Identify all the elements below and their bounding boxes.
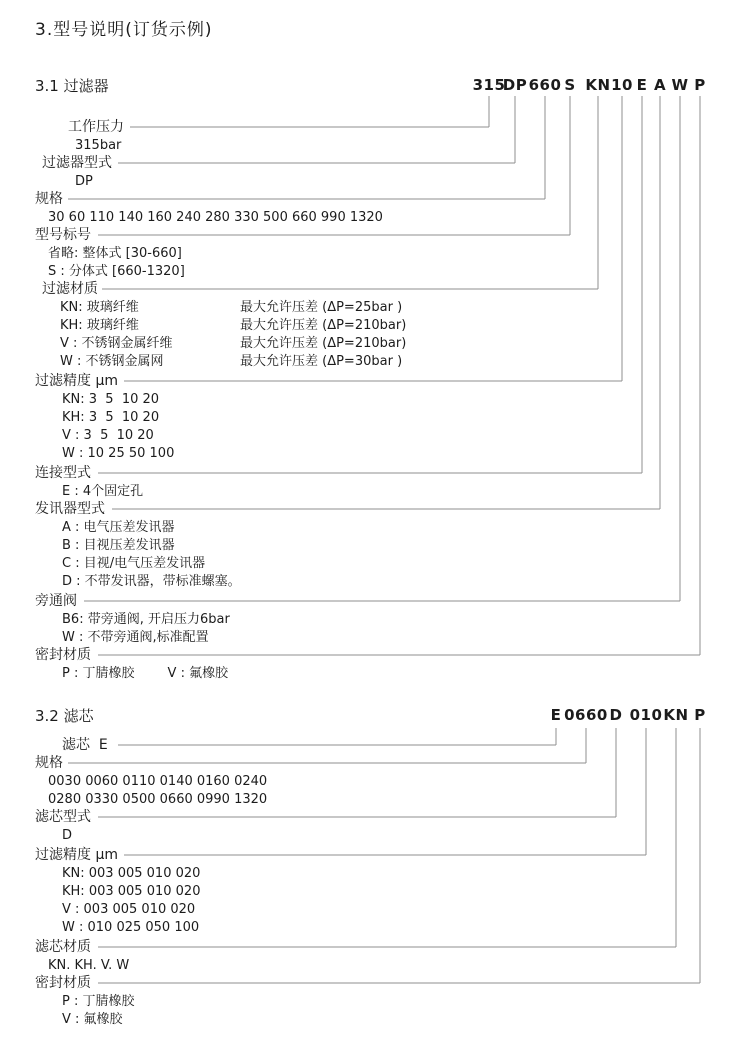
model-code-segment: DP [502, 76, 528, 94]
model-code-segment: KN [585, 76, 611, 94]
row-item: P : 丁腈橡胶 V : 氟橡胶 [62, 666, 229, 681]
pressure-diff-note: 最大允许压差 (ΔP=210bar) [240, 336, 407, 351]
row-item: D : 不带发讯器，带标准螺塞。 [62, 574, 241, 589]
row-item: KN: 3 5 10 20 [62, 392, 160, 407]
row-item: E : 4个固定孔 [62, 484, 144, 499]
row-item: V : 氟橡胶 [62, 1012, 123, 1027]
row-item: 省略: 整体式 [30-660] [48, 246, 182, 261]
row-item: V : 3 5 10 20 [62, 428, 154, 443]
row-label-filtration-rating: 过滤精度 μm [35, 847, 118, 863]
row-label-seal-material: 密封材质 [35, 975, 91, 991]
page-title: 3.型号说明(订货示例) [35, 20, 213, 40]
row-item: V : 不锈钢金属纤维 [60, 336, 173, 351]
row-label-element-material: 滤芯材质 [35, 939, 91, 955]
row-item: B : 目视压差发讯器 [62, 538, 175, 553]
row-item: KH: 003 005 010 020 [62, 884, 201, 899]
row-label-filtration-rating: 过滤精度 μm [35, 373, 118, 389]
model-code-segment: D [609, 706, 623, 724]
section-heading-filter: 3.1 过滤器 [35, 77, 109, 95]
row-label-size: 规格 [35, 755, 63, 771]
pressure-diff-note: 最大允许压差 (ΔP=30bar ) [240, 354, 403, 369]
row-item: DP [75, 174, 93, 189]
row-label-working-pressure: 工作压力 [68, 119, 124, 135]
row-label-filter-material: 过滤材质 [42, 281, 98, 297]
model-code-segment: KN [663, 706, 689, 724]
row-item: A : 电气压差发讯器 [62, 520, 175, 535]
row-label-element-type: 滤芯型式 [35, 809, 91, 825]
model-code-segment: A [653, 76, 667, 94]
row-item: V : 003 005 010 020 [62, 902, 196, 917]
row-item: W : 不锈钢金属网 [60, 354, 164, 369]
model-code-segment: S [564, 76, 576, 94]
model-code-segment: 660 [528, 76, 562, 94]
row-label-model-mark: 型号标号 [35, 227, 91, 243]
model-code-segment: 10 [611, 76, 633, 94]
row-item: KN: 玻璃纤维 [60, 300, 139, 315]
row-label-bypass-valve: 旁通阀 [35, 593, 77, 609]
row-item: 0280 0330 0500 0660 0990 1320 [48, 792, 268, 807]
row-item: W : 不带旁通阀,标准配置 [62, 630, 209, 645]
model-code-segment: E [636, 76, 648, 94]
row-label-connection-type: 连接型式 [35, 465, 91, 481]
row-label-indicator-type: 发讯器型式 [35, 501, 105, 517]
row-item: S : 分体式 [660-1320] [48, 264, 185, 279]
row-item: W : 10 25 50 100 [62, 446, 175, 461]
model-code-segment: 0660 [564, 706, 608, 724]
model-code-segment: W [671, 76, 689, 94]
model-code-segment: P [694, 706, 706, 724]
row-item: W : 010 025 050 100 [62, 920, 200, 935]
model-code-segment: P [694, 76, 706, 94]
row-label-element: 滤芯 E [62, 737, 108, 753]
pressure-diff-note: 最大允许压差 (ΔP=25bar ) [240, 300, 403, 315]
row-item: 315bar [75, 138, 122, 153]
row-item: KH: 玻璃纤维 [60, 318, 139, 333]
row-label-seal-material: 密封材质 [35, 647, 91, 663]
row-item: KN. KH. V. W [48, 958, 130, 973]
row-item: 0030 0060 0110 0140 0160 0240 [48, 774, 268, 789]
row-item: KN: 003 005 010 020 [62, 866, 201, 881]
row-label-filter-type: 过滤器型式 [42, 155, 112, 171]
pressure-diff-note: 最大允许压差 (ΔP=210bar) [240, 318, 407, 333]
row-item: P : 丁腈橡胶 [62, 994, 135, 1009]
row-item: D [62, 828, 73, 843]
section-heading-element: 3.2 滤芯 [35, 707, 94, 725]
model-code-segment: 315 [472, 76, 506, 94]
row-item: 30 60 110 140 160 240 280 330 500 660 990 1320 [48, 210, 383, 225]
row-item: B6: 带旁通阀, 开启压力6bar [62, 612, 230, 627]
row-item: C : 目视/电气压差发讯器 [62, 556, 206, 571]
row-item: KH: 3 5 10 20 [62, 410, 160, 425]
row-label-size: 规格 [35, 191, 63, 207]
model-code-segment: E [550, 706, 562, 724]
model-code-segment: 010 [629, 706, 663, 724]
